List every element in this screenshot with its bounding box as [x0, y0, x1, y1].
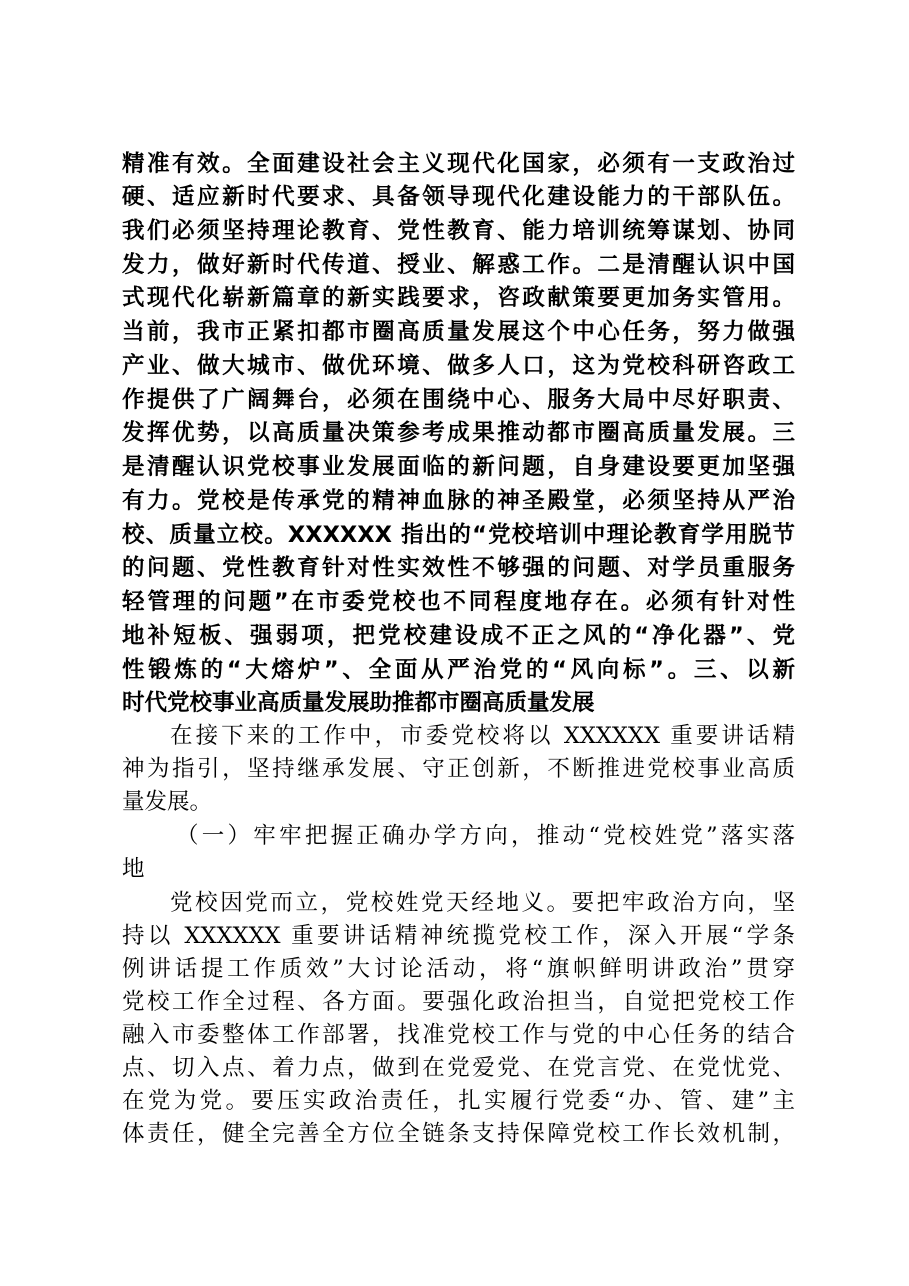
text-line: 地补短板、强弱项，把党校建设成不正之风的“净化器”、党 [122, 623, 795, 649]
text-line: 发挥优势，以高质量决策参考成果推动都市圈高质量发展。三 [122, 420, 795, 446]
text-line: 体责任，健全完善全方位全链条支持保障党校工作长效机制， [122, 1121, 795, 1147]
text-line: 点、切入点、着力点，做到在党爱党、在党言党、在党忧党、 [122, 1055, 795, 1081]
text-line: 在党为党。要压实政治责任，扎实履行党委“办、管、建”主 [122, 1088, 795, 1114]
text-line: 例讲话提工作质效”大讨论活动，将“旗帜鲜明讲政治”贯穿 [122, 956, 795, 982]
subheading-line: （一）牢牢把握正确办学方向，推动“党校姓党”落实落 [176, 823, 795, 849]
text-line: 发力，做好新时代传道、授业、解惑工作。二是清醒认识中国 [122, 252, 795, 278]
text-line: 持以 XXXXXX 重要讲话精神统揽党校工作，深入开展“学条 [122, 923, 795, 949]
text-line: 产业、做大城市、做优环境、做多人口，这为党校科研咨政工 [122, 353, 795, 379]
subheading-line: 地 [122, 856, 145, 882]
text-line: 有力。党校是传承党的精神血脉的神圣殿堂，必须坚持从严治 [122, 488, 795, 514]
text-line: 作提供了广阔舞台，必须在围绕中心、服务大局中尽好职责、 [122, 387, 795, 413]
text-line: 在接下来的工作中，市委党校将以 XXXXXX 重要讲话精 [170, 723, 795, 749]
section-heading-3: 时代党校事业高质量发展助推都市圈高质量发展 [122, 690, 595, 716]
text-line: 的问题、党性教育针对性实效性不够强的问题、对学员重服务 [122, 555, 795, 581]
text-line: 我们必须坚持理论教育、党性教育、能力培训统筹谋划、协同 [122, 218, 795, 244]
text-line: 式现代化崭新篇章的新实践要求，咨政献策要更加务实管用。 [122, 285, 795, 311]
text-line: 轻管理的问题”在市委党校也不同程度地存在。必须有针对性 [122, 589, 795, 615]
text-line: 神为指引，坚持继承发展、守正创新，不断推进党校事业高质 [122, 756, 795, 782]
text-line: 融入市委整体工作部署，找准党校工作与党的中心任务的结合 [122, 1022, 795, 1048]
text-line: 校、质量立校。XXXXXX 指出的“党校培训中理论教育学用脱节 [122, 522, 795, 548]
text-line: 当前，我市正紧扣都市圈高质量发展这个中心任务，努力做强 [122, 319, 795, 345]
text-line: 是清醒认识党校事业发展面临的新问题，自身建设要更加坚强 [122, 454, 795, 480]
text-line: 性锻炼的“大熔炉”、全面从严治党的“风向标”。三、以新 [122, 657, 795, 683]
text-line: 精准有效。全面建设社会主义现代化国家，必须有一支政治过 [122, 151, 795, 177]
text-line: 量发展。 [122, 789, 213, 815]
text-line: 硬、适应新时代要求、具备领导现代化建设能力的干部队伍。 [122, 184, 795, 210]
text-line: 党校工作全过程、各方面。要强化政治担当，自觉把党校工作 [122, 989, 795, 1015]
text-line: 党校因党而立，党校姓党天经地义。要把牢政治方向，坚 [170, 890, 795, 916]
